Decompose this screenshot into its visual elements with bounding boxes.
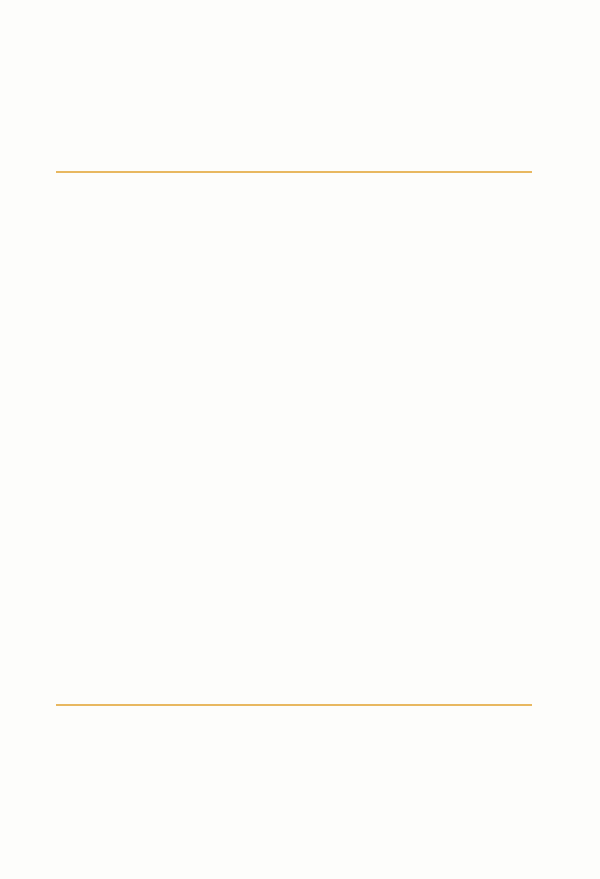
title-divider (56, 171, 532, 173)
footer-divider (56, 704, 532, 706)
bottom-diamond-border (0, 826, 600, 879)
top-diamond-border (0, 0, 600, 45)
